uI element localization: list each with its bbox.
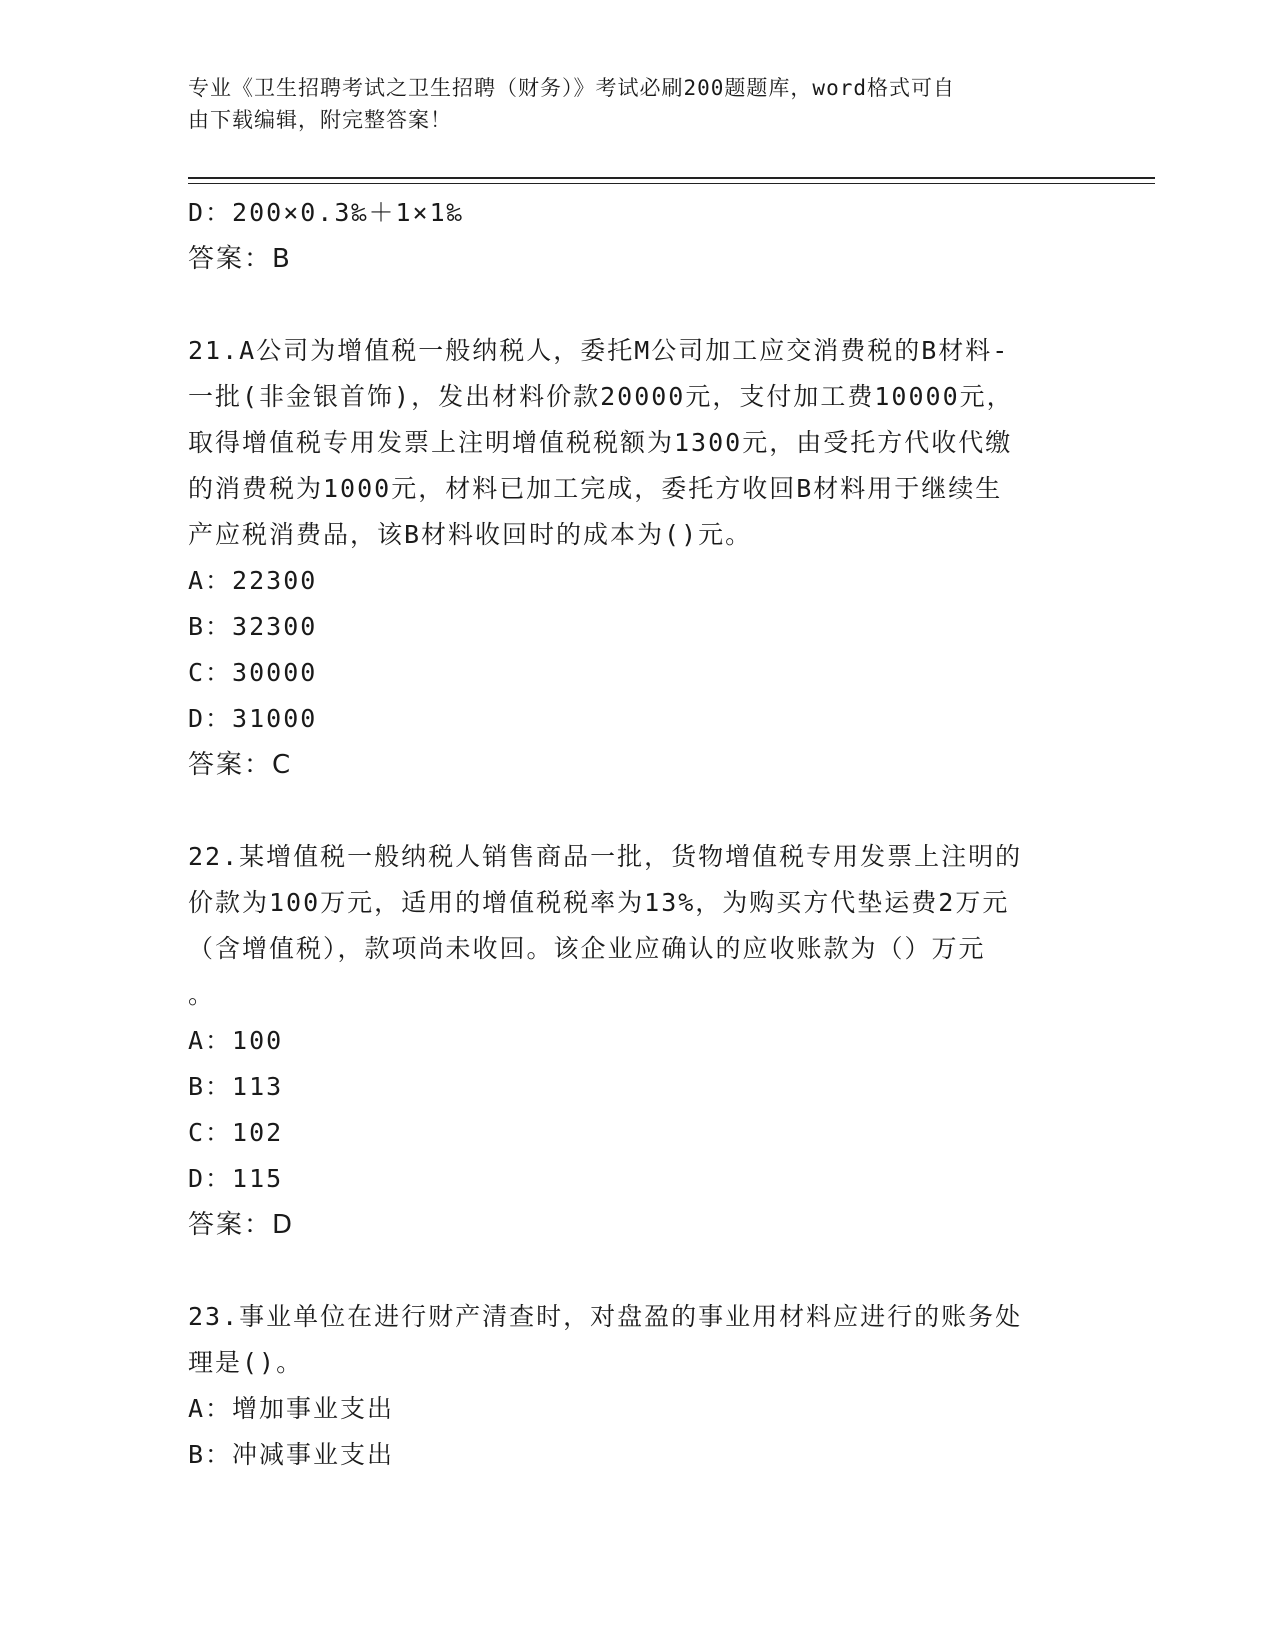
question-text-line: 取得增值税专用发票上注明增值税税额为1300元，由受托方代收代缴 [188, 428, 1013, 457]
question-text-line: 的消费税为1000元，材料已加工完成，委托方收回B材料用于继续生 [188, 474, 1003, 503]
spacer [188, 1248, 1088, 1294]
answer-line: 答案：D [188, 1210, 295, 1240]
question-text-line: 23.事业单位在进行财产清查时，对盘盈的事业用材料应进行的账务处 [188, 1302, 1023, 1331]
option-b: B：32300 [188, 612, 318, 641]
option-c: C：102 [188, 1118, 284, 1147]
page-header [188, 72, 1068, 136]
question-text-line: 理是()。 [188, 1348, 304, 1377]
answer-line: 答案：B [188, 244, 292, 274]
question-text-line: 价款为100万元，适用的增值税税率为13%，为购买方代垫运费2万元 [188, 888, 1010, 917]
question-text-line: （含增值税），款项尚未收回。该企业应确认的应收账款为（）万元 [188, 934, 986, 963]
document-body [188, 190, 1088, 1478]
header-line-1: 专业《卫生招聘考试之卫生招聘（财务）》考试必刷200题题库，word格式可自 [188, 76, 955, 100]
question-text-line: 。 [188, 980, 216, 1009]
option-a: A：22300 [188, 566, 318, 595]
option-b: B：冲减事业支出 [188, 1440, 395, 1469]
option-d: D：115 [188, 1164, 284, 1193]
option-c: C：30000 [188, 658, 318, 687]
option-d: D：31000 [188, 704, 318, 733]
question-23 [188, 1294, 1088, 1478]
option-a: A：100 [188, 1026, 284, 1055]
option-a: A：增加事业支出 [188, 1394, 395, 1423]
spacer [188, 788, 1088, 834]
spacer [188, 282, 1088, 328]
question-text-line: 22.某增值税一般纳税人销售商品一批，货物增值税专用发票上注明的 [188, 842, 1023, 871]
question-text-line: 21.A公司为增值税一般纳税人，委托M公司加工应交消费税的B材料- [188, 336, 1010, 365]
header-divider [188, 177, 1155, 184]
header-line-2: 由下载编辑，附完整答案！ [188, 108, 452, 132]
answer-line: 答案：C [188, 750, 293, 780]
question-22 [188, 834, 1088, 1248]
option-b: B：113 [188, 1072, 284, 1101]
option-d: D：200×0.3‰＋1×1‰ [188, 198, 464, 227]
question-21 [188, 328, 1088, 788]
question-text-line: 一批(非金银首饰)，发出材料价款20000元，支付加工费10000元， [188, 382, 1014, 411]
question-text-line: 产应税消费品，该B材料收回时的成本为()元。 [188, 520, 753, 549]
